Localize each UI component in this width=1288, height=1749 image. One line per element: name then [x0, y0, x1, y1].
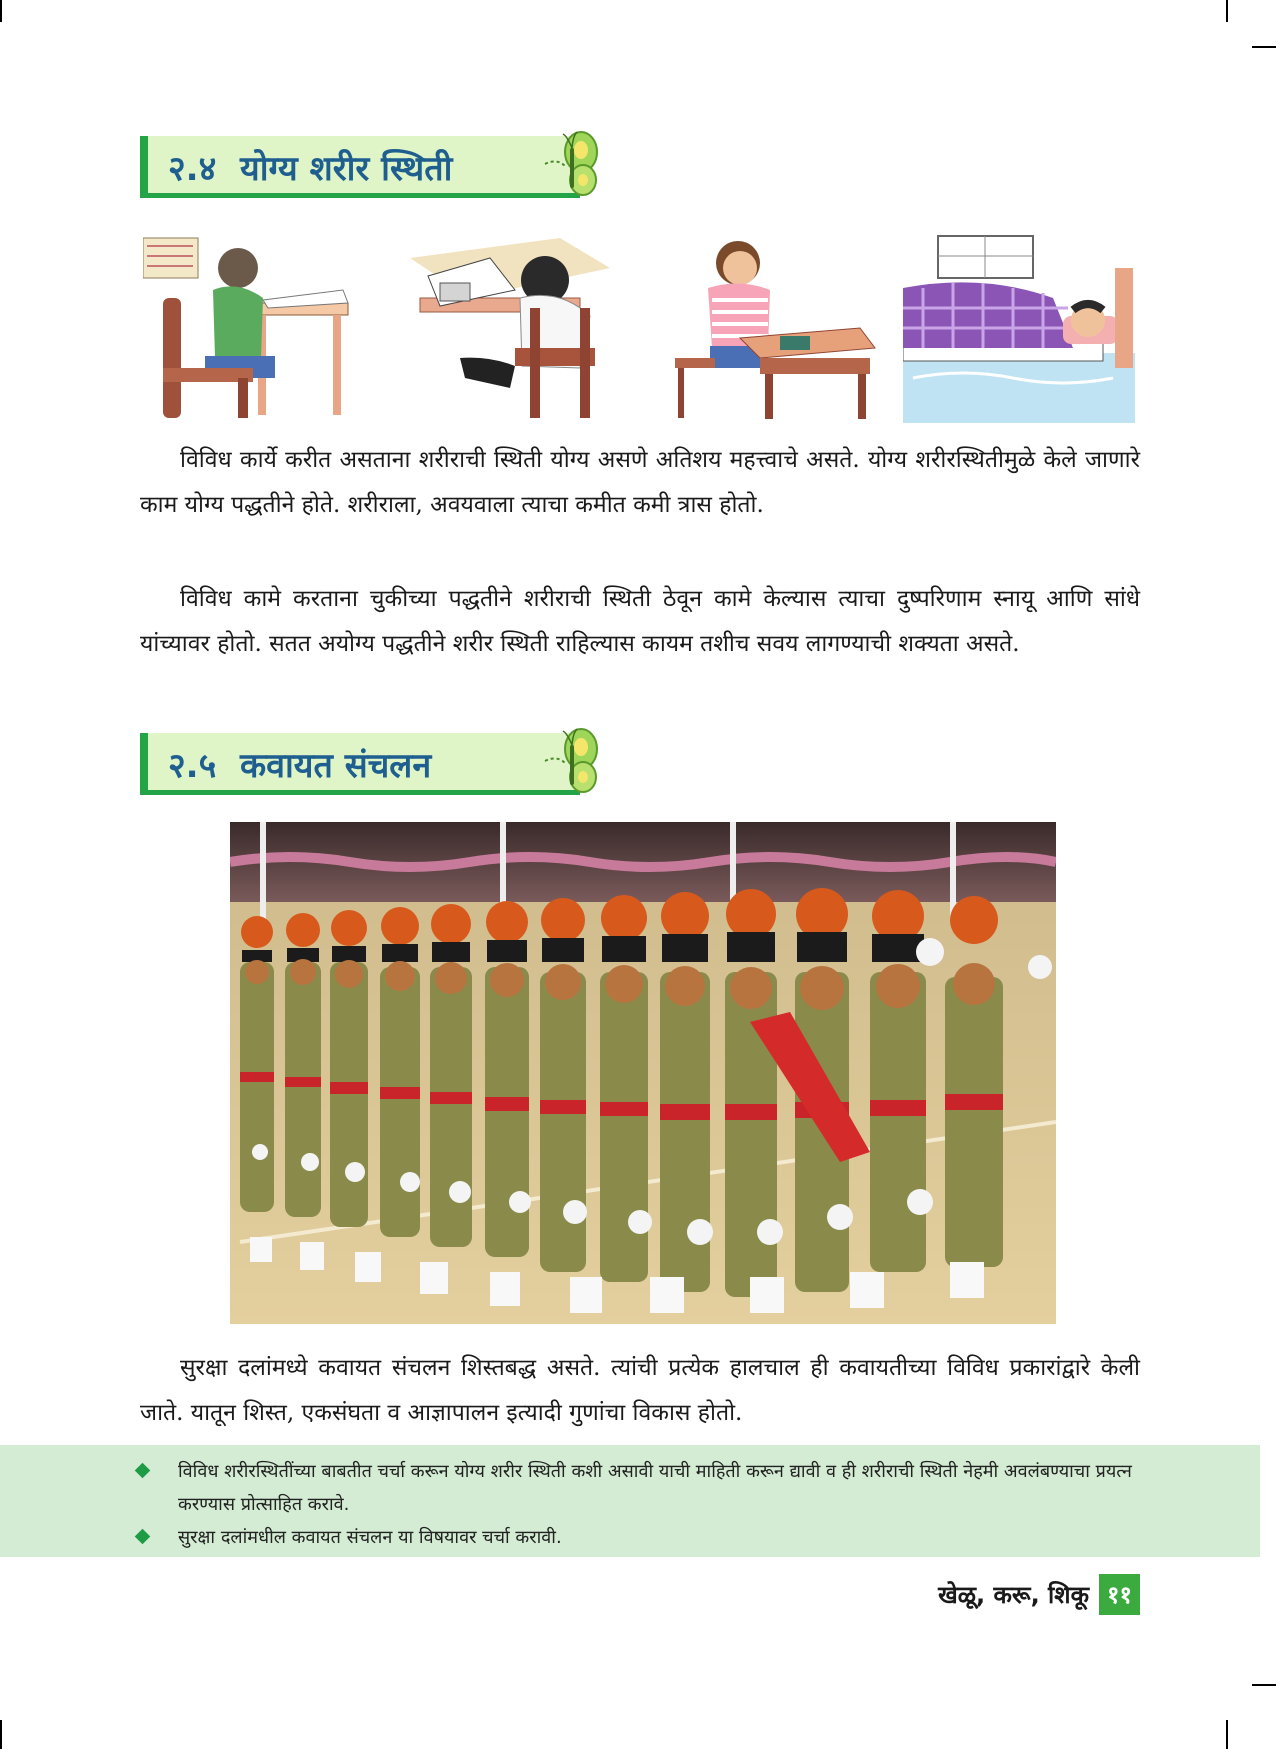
butterfly-icon: [543, 725, 607, 801]
section-heading-2-4: [140, 136, 580, 198]
note-text: विविध शरीरस्थितींच्या बाबतीत चर्चा करून योग्य शरीर स्थिती कशी असावी याची माहिती करून द्यावी व ही शरीराची स्थिती नेहमी अवलंबण्याचा प्रयत्न करण्यास प्रोत्साहित करावे.: [178, 1461, 1132, 1515]
crop-mark: [1252, 46, 1276, 48]
crop-mark: [1226, 0, 1228, 22]
paragraph-wrong-posture: विविध कामे करताना चुकीच्या पद्धतीने शरीराची स्थिती ठेवून कामे केल्यास त्याचा दुष्परिणाम स्नायू आणि सांधे यांच्यावर होतो. सतत अयोग्य पद्धतीने शरीर स्थिती राहिल्यास कायम तशीच सवय लागण्याची शक्यता असते.: [140, 586, 1140, 657]
note-item: [140, 1455, 1140, 1521]
teacher-notes-box: [0, 1445, 1260, 1557]
section-title: [168, 144, 452, 190]
book-title: खेळू, करू, शिकू: [938, 1580, 1090, 1609]
page-footer: [938, 1572, 1140, 1616]
section-title-text: कवायत संचलन: [239, 746, 432, 786]
butterfly-icon: [543, 128, 607, 204]
illustration-sleeping: [903, 228, 1135, 423]
page-number: ११: [1099, 1574, 1140, 1615]
section-heading-2-5: [140, 733, 580, 795]
section-number: २.५: [168, 746, 217, 786]
section-title-text: योग्य शरीर स्थिती: [239, 149, 453, 189]
crop-mark: [1252, 1684, 1276, 1686]
note-item: [140, 1521, 1140, 1554]
illustration-sitting-bench: [670, 228, 885, 423]
section-number: २.४: [168, 149, 217, 189]
paragraph-posture-importance: विविध कार्ये करीत असताना शरीराची स्थिती योग्य असणे अतिशय महत्त्वाचे असते. योग्य शरीरस्थितीमुळे केले जाणारे काम योग्य पद्धतीने होते. शरीराला, अवयवाला त्याचा कमीत कमी त्रास होतो.: [140, 447, 1140, 518]
illustration-reading-book: [410, 228, 615, 423]
illustration-sitting-writing: [143, 228, 355, 423]
note-text: सुरक्षा दलांमधील कवायत संचलन या विषयावर चर्चा करावी.: [178, 1527, 562, 1548]
crop-mark: [1226, 1720, 1228, 1749]
crop-mark: [0, 0, 2, 22]
crop-mark: [0, 1720, 2, 1749]
paragraph-parade-discipline: सुरक्षा दलांमध्ये कवायत संचलन शिस्तबद्ध असते. त्यांची प्रत्येक हालचाल ही कवायतीच्या विविध प्रकारांद्वारे केली जाते. यातून शिस्त, एकसंघता व आज्ञापालन इत्यादी गुणांचा विकास होतो.: [140, 1355, 1140, 1426]
parade-photo: [230, 822, 1056, 1324]
section-title: [168, 741, 431, 787]
